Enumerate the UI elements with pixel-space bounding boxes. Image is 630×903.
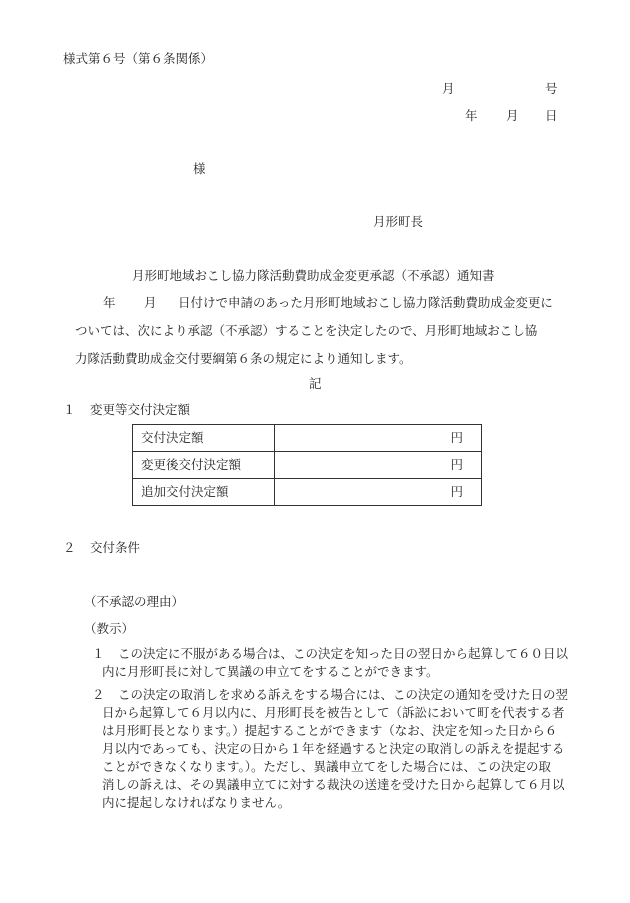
amounts-table (132, 424, 482, 506)
note-line: 月以内であっても、決定の日から１年を経過すると決定の取消しの訴えを提起する (102, 741, 565, 756)
row-unit: 円 (275, 479, 482, 506)
note-line: 日から起算して６月以内に、月形町長を被告として（訴訟において町を代表する者 (102, 705, 565, 720)
doc-number-month: 月 (442, 81, 455, 96)
reason-label: （不承認の理由） (84, 594, 185, 609)
doc-number-suffix: 号 (545, 81, 558, 96)
note-number: １ (92, 646, 105, 661)
table-row (133, 425, 482, 452)
row-unit: 円 (275, 452, 482, 479)
document-title: 月形町地域おこし協力隊活動費助成金変更承認（不承認）通知書 (132, 268, 495, 283)
row-label: 追加交付決定額 (133, 479, 275, 506)
instruction-label: （教示） (84, 621, 135, 636)
table-row (133, 452, 482, 479)
date-day: 日 (545, 108, 558, 123)
note-line: ことができなくなります。）。ただし、異議申立てをした場合には、この決定の取 (102, 759, 552, 774)
section1-heading: 変更等交付決定額 (90, 402, 191, 417)
ki-marker: 記 (309, 376, 322, 391)
body-line-1: 日付けで申請のあった月形町地域おこし協力隊活動費助成金変更に (178, 295, 553, 310)
row-label: 変更後交付決定額 (133, 452, 275, 479)
note-number: ２ (92, 687, 105, 702)
section2-heading: 交付条件 (90, 540, 141, 555)
form-number: 様式第６号（第６条関係） (63, 51, 214, 66)
body-line-3: 力隊活動費助成金交付要綱第６条の規定により通知します。 (75, 351, 412, 366)
body-month: 月 (144, 295, 157, 310)
note-line: 内に提起しなければなりません。 (102, 795, 291, 810)
note-line: この決定の取消しを求める訴えをする場合には、この決定の通知を受けた日の翌 (118, 687, 569, 702)
note-line: 消しの訴えは、その異議申立てに対する裁決の送達を受けた日から起算して６月以 (102, 777, 565, 792)
row-unit: 円 (275, 425, 482, 452)
table-row (133, 479, 482, 506)
section1-number: １ (63, 402, 76, 417)
row-label: 交付決定額 (133, 425, 275, 452)
note-line: 内に月形町長に対して異議の申立てをすることができます。 (102, 664, 439, 679)
body-line-2: ついては、次により承認（不承認）することを決定したので、月形町地域おこし協 (75, 323, 538, 338)
section2-number: ２ (63, 540, 76, 555)
note-line: は月形町長となります。）提起することができます（なお、決定を知った日から６ (102, 723, 558, 738)
note-line: この決定に不服がある場合は、この決定を知った日の翌日から起算して６０日以 (118, 646, 569, 661)
addressee-honorific: 様 (193, 161, 206, 176)
date-month: 月 (506, 108, 519, 123)
date-year: 年 (465, 108, 478, 123)
issuer-title: 月形町長 (373, 214, 424, 229)
body-year: 年 (103, 295, 116, 310)
